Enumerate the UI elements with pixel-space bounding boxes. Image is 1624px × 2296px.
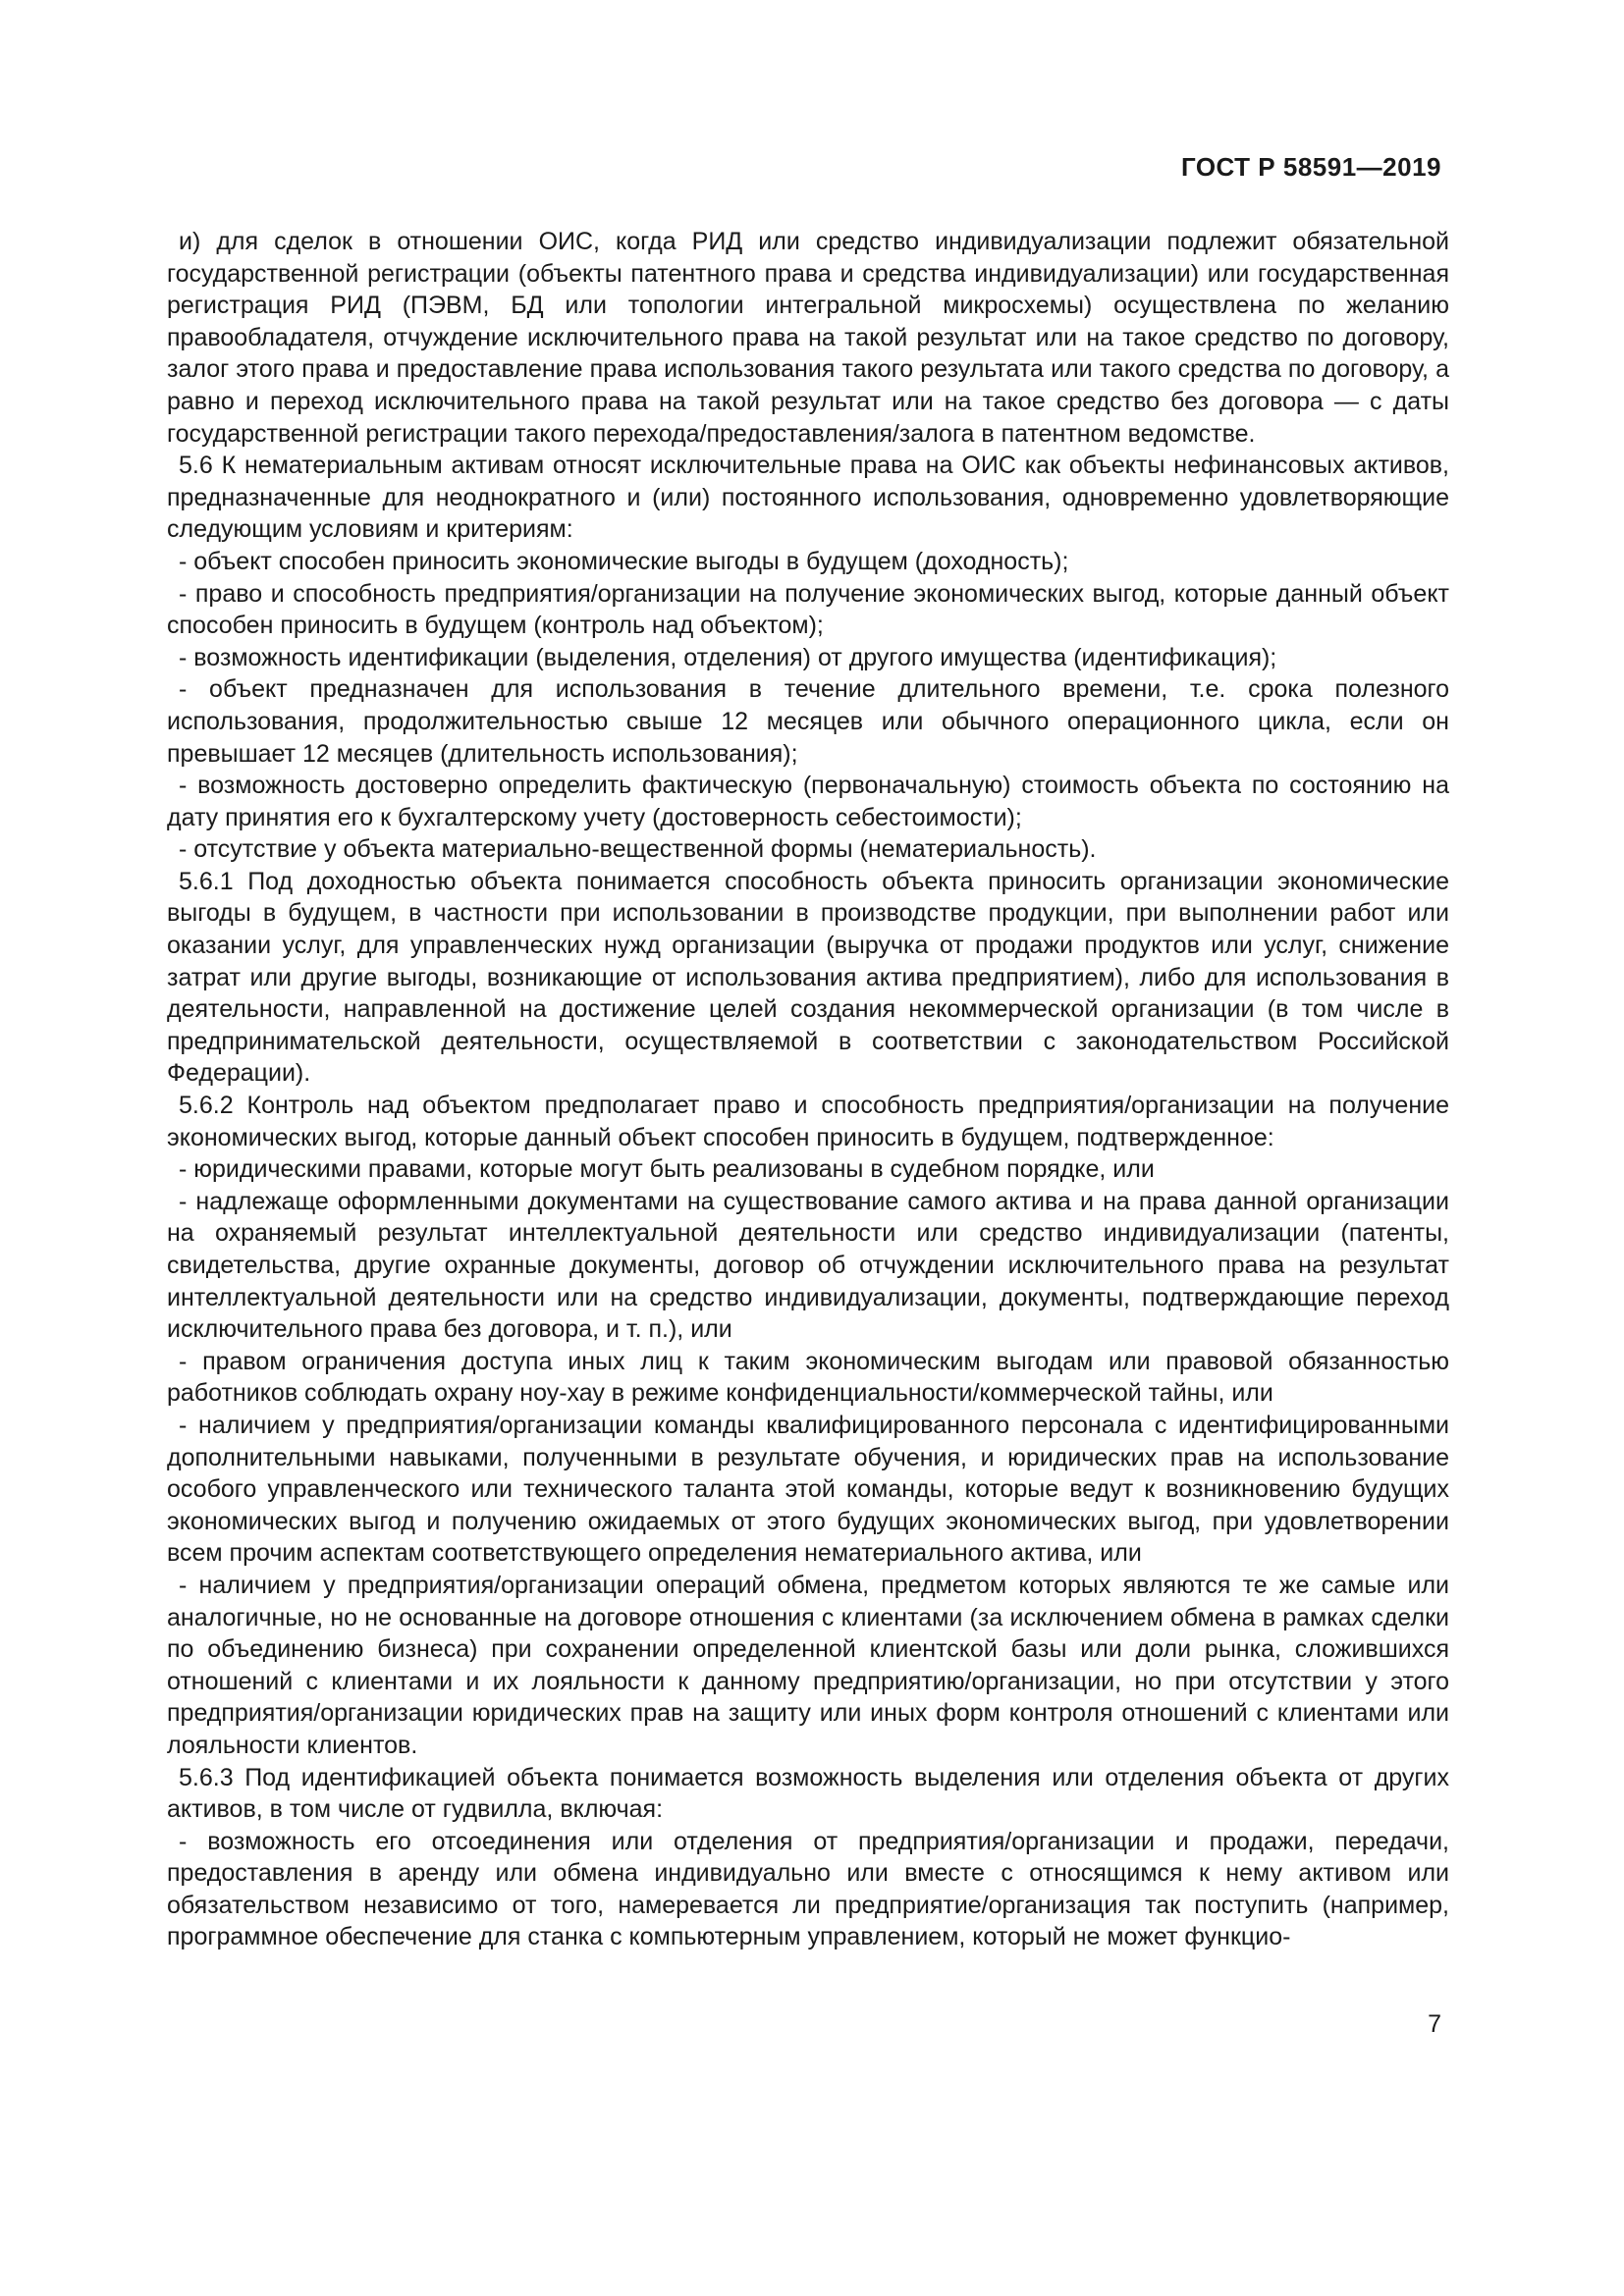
list-item: - право и способность предприятия/организации на получение экономических выгод, которые данный объект способен приносить в будущем (контроль над объектом); bbox=[167, 579, 1449, 640]
page-number: 7 bbox=[1428, 2010, 1441, 2038]
list-item: - правом ограничения доступа иных лиц к таким экономическим выгодам или правовой обязанностью работников соблюдать охрану ноу-хау в режиме конфиденциальности/коммерческой тайны, или bbox=[167, 1347, 1449, 1408]
list-item: - возможность идентификации (выделения, отделения) от другого имущества (идентификация); bbox=[179, 643, 1277, 671]
paragraph: 5.6 К нематериальным активам относят исключительные права на ОИС как объекты нефинансовых активов, предназначенные для неоднократного и (или) постоянного использования, одновременно удовлетворяющие следующим условиям и критериям: bbox=[167, 452, 1449, 544]
paragraph: 5.6.2 Контроль над объектом предполагает право и способность предприятия/организации на получение экономических выгод, которые данный объект способен приносить в будущем, подтвержденное: bbox=[167, 1092, 1449, 1151]
list-item: - наличием у предприятия/организации команды квалифицированного персонала с идентифицированными дополнительными навыками, полученными в результате обучения, и юридических прав на использование особого управленческого или технического таланта этой команды, которые ведут к возникновению будущих экономических выгод и получению ожидаемых от этого будущих экономических выгод, при удовлетворении всем прочим аспектам соответствующего определения нематериального актива, или bbox=[167, 1411, 1449, 1568]
document-body bbox=[167, 226, 1449, 1953]
list-item: - возможность достоверно определить фактическую (первоначальную) стоимость объекта по состоянию на дату принятия его к бухгалтерскому учету (достоверность себестоимости); bbox=[167, 772, 1449, 831]
list-item: - наличием у предприятия/организации операций обмена, предметом которых являются те же самые или аналогичные, но не основанные на договоре отношения с клиентами (за исключением обмена в рамках сделки по объединению бизнеса) при сохранении определенной клиентской базы или доли рынка, сложившихся отношений с клиентами и их лояльности к данному предприятию/организации, но при отсутствии у этого предприятия/организации юридических прав на защиту или иных форм контроля отношений с клиентами или лояльности клиентов. bbox=[167, 1571, 1449, 1759]
list-item: - возможность его отсоединения или отделения от предприятия/организации и продажи, передачи, предоставления в аренду или обмена индивидуально или вместе с относящимся к нему активом или обязательством независимо от того, намеревается ли предприятие/организация так поступить (например, программное обеспечение для станка с компьютерным управлением, который не может функцио- bbox=[167, 1827, 1449, 1951]
list-item: - объект предназначен для использования в течение длительного времени, т.е. срока полезного использования, продолжительностью свыше 12 месяцев или обычного операционного цикла, если он превышает 12 месяцев (длительность использования); bbox=[167, 675, 1449, 768]
list-item: - надлежаще оформленными документами на существование самого актива и на права данной организации на охраняемый результат интеллектуальной деятельности или средство индивидуализации (патенты, свидетельства, другие охранные документы, договор об отчуждении исключительного права на результат интеллектуальной деятельности или на средство индивидуализации, документы, подтверждающие переход исключительного права без договора, и т. п.), или bbox=[167, 1187, 1449, 1344]
list-item: - отсутствие у объекта материально-вещественной формы (нематериальность). bbox=[179, 835, 1097, 864]
paragraph: и) для сделок в отношении ОИС, когда РИД или средство индивидуализации подлежит обязательной государственной регистрации (объекты патентного права и средства индивидуализации) или государственная регистрация РИД (ПЭВМ, БД или топологии интегральной микросхемы) осуществлена по желанию правообладателя, отчуждение исключительного права на такой результат или на такое средство по договору, залог этого права и предоставление права использования такого результата или такого средства по договору, а равно и переход исключительного права на такой результат или на такое средство без договора — с даты государственной регистрации такого перехода/предоставления/залога в патентном ведомстве. bbox=[167, 228, 1449, 448]
paragraph: 5.6.1 Под доходностью объекта понимается способность объекта приносить организации экономические выгоды в будущем, в частности при использовании в производстве продукции, при выполнении работ или оказании услуг, для управленческих нужд организации (выручка от продажи продуктов или услуг, снижение затрат или другие выгоды, возникающие от использования актива предприятием), либо для использования в деятельности, направленной на достижение целей создания некоммерческой организации (в том числе в предпринимательской деятельности, осуществляемой в соответствии с законодательством Российской Федерации). bbox=[167, 867, 1449, 1088]
document-code-header: ГОСТ Р 58591—2019 bbox=[1180, 152, 1441, 182]
paragraph: 5.6.3 Под идентификацией объекта понимается возможность выделения или отделения объекта от других активов, в том числе от гудвилла, включая: bbox=[167, 1763, 1449, 1824]
list-item: - объект способен приносить экономические выгоды в будущем (доходность); bbox=[179, 547, 1069, 575]
list-item: - юридическими правами, которые могут быть реализованы в судебном порядке, или bbox=[179, 1155, 1155, 1184]
